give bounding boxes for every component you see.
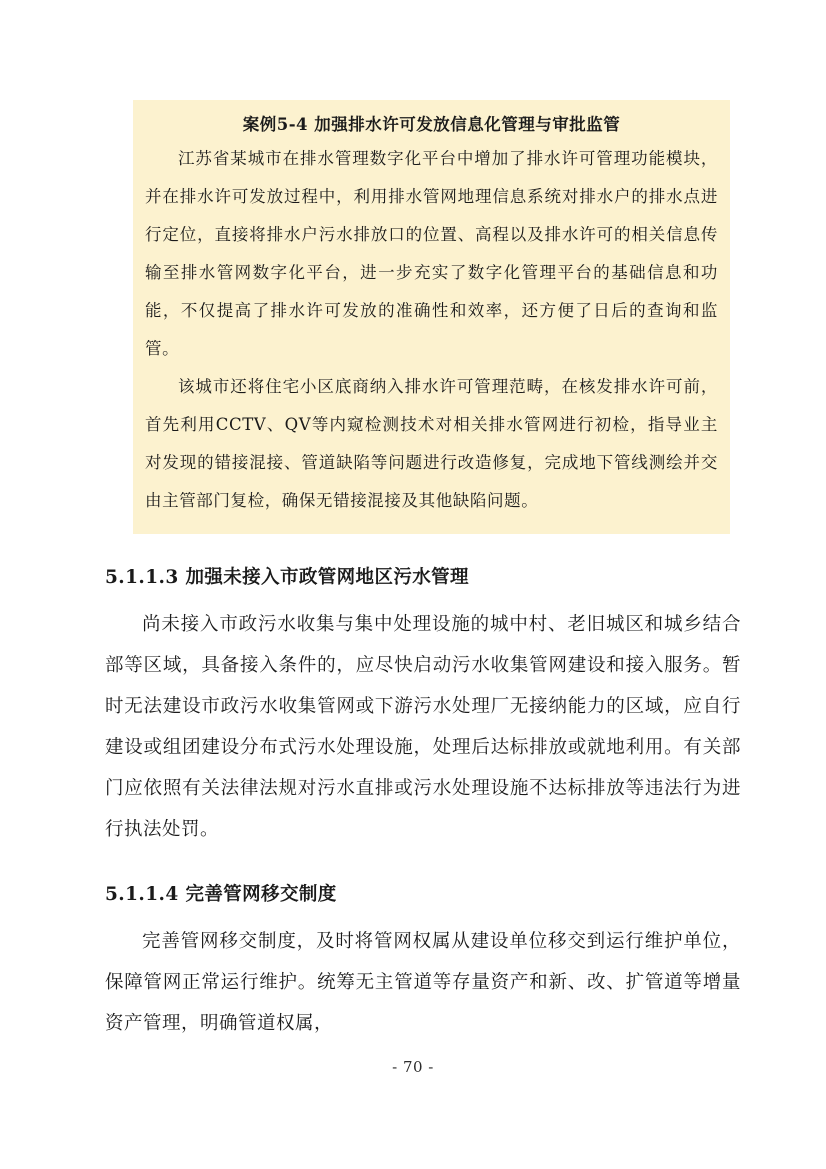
section-heading-5-1-1-3: 5.1.1.3 加强未接入市政管网地区污水管理 (105, 567, 469, 588)
case-study-title: 案例5-4 加强排水许可发放信息化管理与审批监管 (242, 115, 621, 134)
section-heading-5-1-1-4: 5.1.1.4 完善管网移交制度 (105, 884, 337, 905)
section-body-5-1-1-3: 尚未接入市政污水收集与集中处理设施的城中村、老旧城区和城乡结合部等区域，具备接入条件的，应尽快启动污水收集管网建设和接入服务。暂时无法建设市政污水收集管网或下游污水处理厂无接纳能力的区域，应自行建设或组团建设分布式污水处理设施，处理后达标排放或就地利用。有关部门应依照有关法律法规对污水直排或污水处理设施不达标排放等违法行为进行执法处罚。 (105, 614, 741, 840)
section-body-5-1-1-4: 完善管网移交制度，及时将管网权属从建设单位移交到运行维护单位，保障管网正常运行维护。统筹无主管道等存量资产和新、改、扩管道等增量资产管理，明确管道权属， (105, 931, 741, 1034)
case-study-callout (133, 100, 730, 534)
page-number: - 70 - (392, 1058, 434, 1076)
case-study-paragraph-2: 该城市还将住宅小区底商纳入排水许可管理范畴，在核发排水许可前，首先利用CCTV、QV等内窥检测技术对相关排水管网进行初检，指导业主对发现的错接混接、管道缺陷等问题进行改造修复，完成地下管线测绘并交由主管部门复检，确保无错接混接及其他缺陷问题。 (145, 377, 718, 510)
case-study-paragraph-1: 江苏省某城市在排水管理数字化平台中增加了排水许可管理功能模块，并在排水许可发放过程中，利用排水管网地理信息系统对排水户的排水点进行定位，直接将排水户污水排放口的位置、高程以及排水许可的相关信息传输至排水管网数字化平台，进一步充实了数字化管理平台的基础信息和功能，不仅提高了排水许可发放的准确性和效率，还方便了日后的查询和监管。 (145, 149, 718, 358)
